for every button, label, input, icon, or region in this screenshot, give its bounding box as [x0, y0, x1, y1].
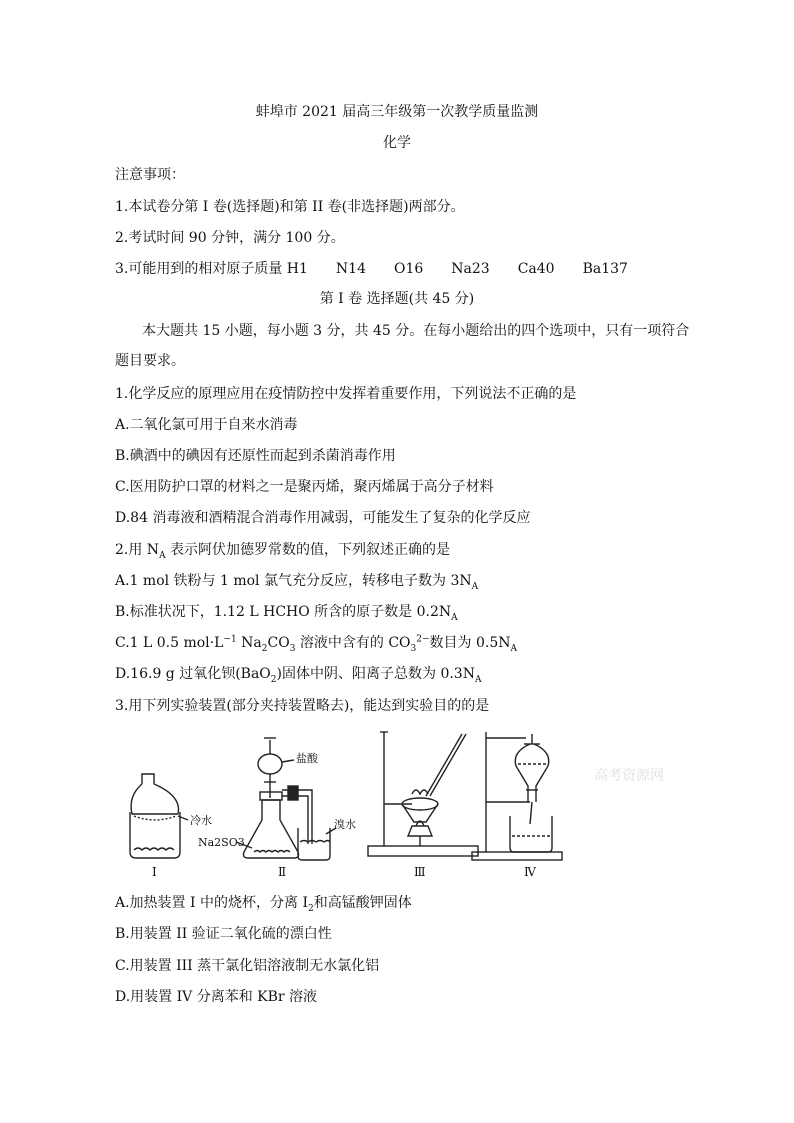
- label-apparatus-iii: Ⅲ: [414, 865, 426, 879]
- section-title: 第 I 卷 选择题(共 45 分): [319, 291, 475, 307]
- question-2-option-d: D.16.9 g 过氧化钡(BaO$_2$)固体中阴、阳离子总数为 $0.3N_A$: [115, 666, 482, 685]
- note-item-1: 1.本试卷分第 I 卷(选择题)和第 II 卷(非选择题)两部分。: [115, 199, 465, 215]
- question-3-option-d: D.用装置 IV 分离苯和 KBr 溶液: [115, 989, 318, 1005]
- label-hcl: 盐酸: [296, 752, 318, 765]
- watermark-text: 高考资源网: [594, 768, 664, 784]
- section-intro-line1: 本大题共 15 小题，每小题 3 分，共 45 分。在每小题给出的四个选项中，只有一项符合: [142, 323, 690, 339]
- apparatus-iii-drawing: [368, 732, 478, 879]
- question-2-option-a: A.1 mol 铁粉与 1 mol 氯气充分反应，转移电子数为 $3N_A$: [115, 573, 479, 592]
- question-1-option-c: C.医用防护口罩的材料之一是聚丙烯，聚丙烯属于高分子材料: [115, 479, 494, 495]
- subject-title: 化学: [383, 135, 411, 151]
- label-na2so3: Na2SO3: [198, 836, 245, 849]
- question-1-option-b: B.碘酒中的碘因有还原性而起到杀菌消毒作用: [115, 448, 396, 464]
- question-3-option-a: A.加热装置 I 中的烧杯，分离 $I_2$和高锰酸钾固体: [115, 895, 412, 914]
- apparatus-figure: [112, 724, 664, 884]
- note-item-3: 3.可能用到的相对原子质量 H1 N14 O16 Na23 Ca40 Ba137: [115, 261, 628, 277]
- question-2-stem: 2.用 $N_A$ 表示阿伏加德罗常数的值，下列叙述正确的是: [115, 542, 451, 561]
- question-1-option-d: D.84 消毒液和酒精混合消毒作用减弱，可能发生了复杂的化学反应: [115, 510, 531, 526]
- apparatus-iv-drawing: [472, 732, 562, 879]
- question-2-option-c: C.1 L 0.5 $mol\cdot L^{-1}$ $Na_2CO_3$ 溶液中含有的 $CO_3^{2-}$数目为 $0.5N_A$: [115, 634, 517, 654]
- question-3-option-b: B.用装置 II 验证二氧化硫的漂白性: [115, 926, 332, 942]
- question-1-stem: 1.化学反应的原理应用在疫情防控中发挥着重要作用，下列说法不正确的是: [115, 386, 577, 402]
- label-apparatus-i: I: [152, 865, 157, 879]
- section-intro-line2: 题目要求。: [115, 353, 185, 369]
- label-cold-water: 冷水: [190, 814, 212, 827]
- notes-heading: 注意事项：: [115, 167, 185, 183]
- label-bromine-water: 溴水: [334, 818, 356, 831]
- note-item-2: 2.考试时间 90 分钟，满分 100 分。: [115, 230, 345, 246]
- question-3-option-c: C.用装置 III 蒸干氯化铝溶液制无水氯化铝: [115, 958, 380, 974]
- question-3-stem: 3.用下列实验装置(部分夹持装置略去)，能达到实验目的的是: [115, 698, 490, 714]
- question-1-option-a: A.二氧化氯可用于自来水消毒: [115, 417, 298, 433]
- question-2-option-b: B.标准状况下，1.12 L HCHO 所含的原子数是 $0.2N_A$: [115, 604, 458, 623]
- label-apparatus-ii: Ⅱ: [278, 865, 287, 879]
- label-apparatus-iv: Ⅳ: [524, 865, 536, 879]
- apparatus-i-drawing: [130, 774, 212, 879]
- apparatus-ii-drawing: [198, 738, 356, 879]
- page-title: 蚌埠市 2021 届高三年级第一次教学质量监测: [255, 104, 539, 120]
